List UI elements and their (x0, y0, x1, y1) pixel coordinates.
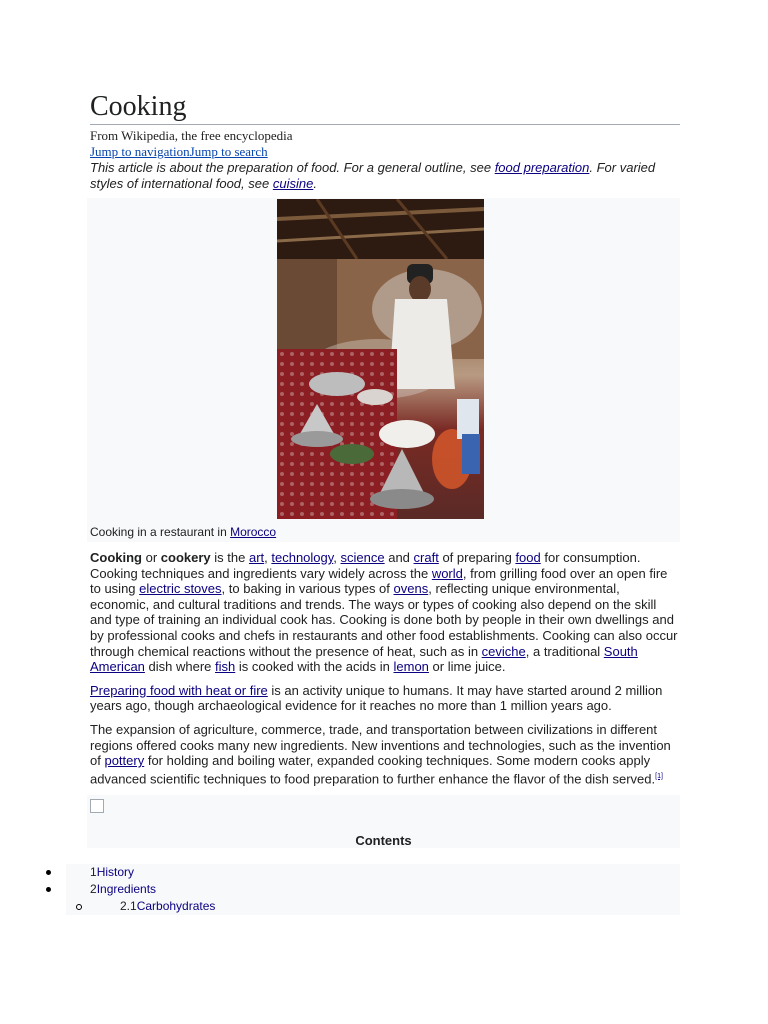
text: or lime juice. (428, 659, 506, 675)
text: , a traditional (525, 643, 604, 659)
page-title: Cooking (90, 90, 680, 125)
figure-caption (90, 525, 680, 540)
tagline: From Wikipedia, the free encyclopedia (90, 128, 293, 143)
hatnote-text: . (313, 176, 317, 191)
jump-to-navigation-link[interactable]: Jump to navigation (90, 144, 190, 159)
toc-header (87, 795, 680, 848)
text: dish where (144, 659, 216, 675)
text: is cooked with the acids in (235, 659, 394, 675)
text: for consumption. Cooking techniques and ingredients vary widely across the (90, 550, 641, 581)
toc-item-ingredients[interactable] (66, 881, 680, 898)
photo-illustration (277, 199, 484, 519)
text: , to baking in various types of (221, 581, 394, 597)
technology-link[interactable]: technology (271, 550, 334, 565)
toc-item-history[interactable] (66, 864, 680, 881)
world-link[interactable]: world (431, 565, 463, 581)
text: The expansion of agriculture, commerce, trade, and transportation between civilizations in different regions offered cooks many new ingredients. New inventions and technologies, such as the invention of (90, 721, 671, 769)
toc-link[interactable]: Ingredients (96, 881, 157, 896)
text: or (142, 550, 161, 565)
jump-to-search-link[interactable]: Jump to search (189, 144, 268, 159)
text: is an activity unique to humans. It may have started around 2 million years ago, though archaeological evidence for it reaches no more than 1 million years ago. (90, 682, 663, 714)
toc-number: 2.1 (120, 898, 137, 913)
south-american-link[interactable]: South American (90, 643, 638, 675)
pottery-link[interactable]: pottery (104, 753, 145, 769)
craft-link[interactable]: craft (413, 550, 439, 565)
toc-list (66, 864, 680, 915)
food-link[interactable]: food (515, 550, 541, 565)
infobox-figure (87, 198, 680, 542)
text: , reflecting unique environmental, economic, and cultural traditions and trends. The ways or types of cooking also depend on the skill and type of training an individual cook has. Cooking is done both by people in their own dwellings and by professional cooks and chefs in restaurants and other food establishments. Cooking can also occur through chemical reactions without the presence of heat, such as in (90, 581, 678, 659)
electric-stoves-link[interactable]: electric stoves (139, 581, 222, 597)
toc-number: 1 (90, 864, 97, 879)
intro-paragraph-1 (90, 550, 680, 675)
toc-title: Contents (355, 832, 412, 848)
text: for holding and boiling water, expanded cooking techniques. Some modern cooks apply advanced scientific techniques to food preparation to further enhance the flavor of the dish served. (90, 753, 656, 787)
reference-1-link[interactable]: [1] (655, 772, 663, 780)
toc-number: 2 (90, 881, 97, 896)
hatnote (90, 160, 680, 192)
text: , (333, 550, 341, 565)
cuisine-link[interactable]: cuisine (272, 176, 314, 191)
toc-link[interactable]: Carbohydrates (136, 898, 216, 913)
text: is the (210, 550, 249, 565)
cooking-photo[interactable] (277, 199, 484, 519)
article (90, 90, 680, 915)
art-link[interactable]: art (248, 550, 265, 565)
text: of preparing (438, 550, 516, 565)
intro-paragraph-2 (90, 683, 680, 714)
preparing-food-with-heat-link[interactable]: Preparing food with heat or fire (90, 682, 268, 698)
hatnote-text: This article is about the preparation of food. For a general outline, see (90, 160, 495, 175)
hatnote-text: . For varied styles of international food, see (90, 160, 656, 191)
toc-toggle-checkbox[interactable] (90, 799, 104, 813)
jump-links (90, 144, 680, 160)
fish-link[interactable]: fish (215, 659, 236, 675)
caption-text: Cooking in a restaurant in (90, 525, 231, 539)
toc-link[interactable]: History (96, 864, 135, 879)
science-link[interactable]: science (340, 550, 385, 565)
bold-term: cookery (160, 550, 211, 565)
toc-item-carbohydrates[interactable] (66, 898, 680, 915)
lemon-link[interactable]: lemon (393, 659, 429, 675)
morocco-link[interactable]: Morocco (230, 525, 277, 539)
ovens-link[interactable]: ovens (393, 581, 429, 597)
ceviche-link[interactable]: ceviche (481, 643, 526, 659)
text: , from grilling food over an open fire to using (90, 565, 668, 597)
intro-paragraph-3 (90, 722, 680, 787)
bold-term: Cooking (90, 550, 142, 565)
text: , (264, 550, 272, 565)
food-preparation-link[interactable]: food preparation (494, 160, 590, 175)
text: and (384, 550, 414, 565)
